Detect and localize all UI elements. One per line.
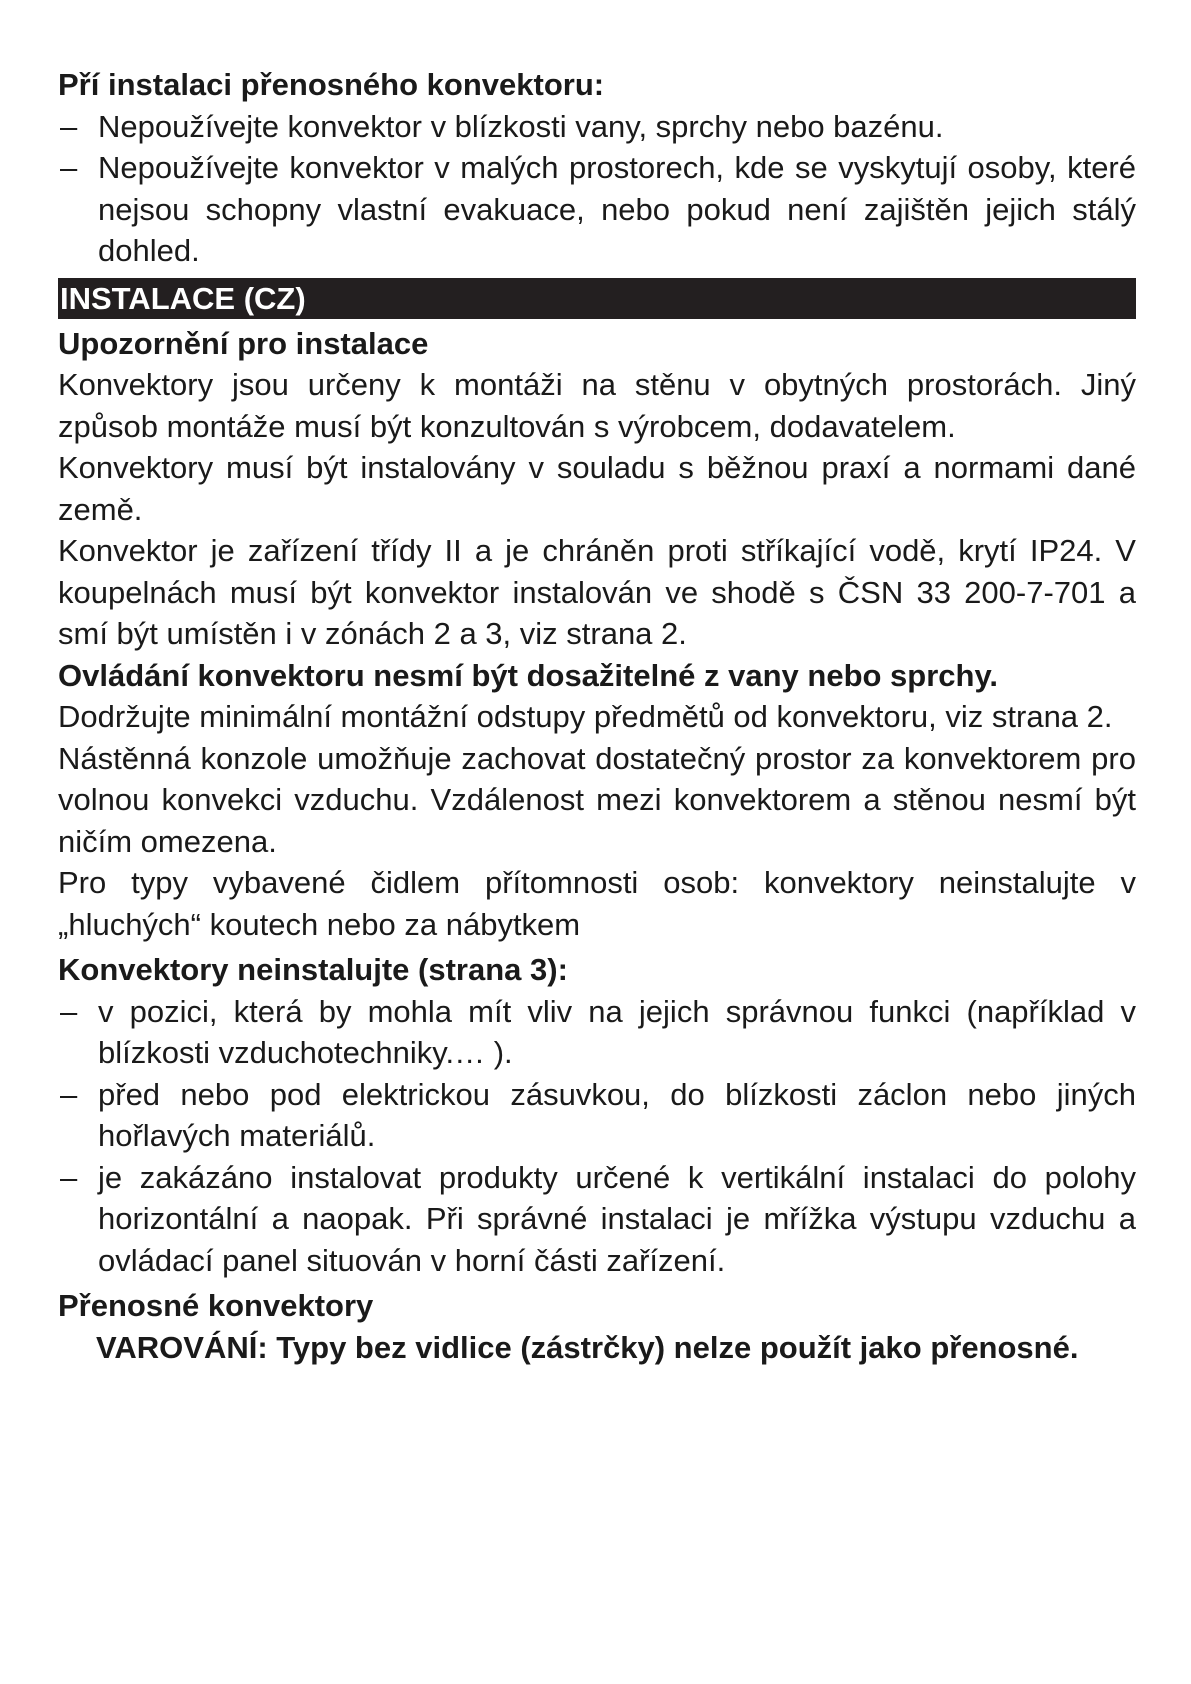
list-item-text: v pozici, která by mohla mít vliv na jejich správnou funkci (například v blízkosti vzduchotechniky.… ).	[98, 993, 1136, 1070]
paragraph: Konvektor je zařízení třídy II a je chráněn proti stříkající vodě, krytí IP24. V koupelnách musí být konvektor instalován ve shodě s ČSN 33 200-7-701 a smí být umístěn i v zónách 2 a 3, viz strana 2.	[58, 533, 1136, 651]
dash-bullet: –	[60, 1076, 78, 1112]
warnings-heading: Upozornění pro instalace	[58, 325, 429, 361]
dash-bullet: –	[60, 108, 78, 144]
paragraph: Dodržujte minimální montážní odstupy předmětů od konvektoru, viz strana 2.	[58, 699, 1113, 734]
dash-bullet: –	[60, 1159, 78, 1195]
list-item-text: Nepoužívejte konvektor v malých prostorech, kde se vyskytují osoby, které nejsou schopny vlastní evakuace, nebo pokud není zajištěn jejich stálý dohled.	[98, 150, 1136, 268]
donot-list	[58, 991, 1136, 1282]
section-title-bar	[58, 278, 1136, 319]
intro-list	[58, 106, 1136, 272]
paragraph: Konvektory musí být instalovány v souladu s běžnou praxí a normami dané země.	[58, 450, 1136, 527]
portable-heading: Přenosné konvektory	[58, 1288, 374, 1323]
dash-bullet: –	[60, 993, 78, 1029]
list-item	[58, 106, 1136, 148]
portable-warning: VAROVÁNÍ: Typy bez vidlice (zástrčky) nelze použít jako přenosné.	[96, 1329, 1079, 1365]
list-item	[58, 991, 1136, 1074]
bold-warning-paragraph: Ovládání konvektoru nesmí být dosažitelné z vany nebo sprchy.	[58, 657, 999, 693]
list-item-text: před nebo pod elektrickou zásuvkou, do blízkosti záclon nebo jiných hořlavých materiálů.	[98, 1076, 1136, 1153]
list-item	[58, 1157, 1136, 1282]
list-item-text: je zakázáno instalovat produkty určené k vertikální instalaci do polohy horizontální a naopak. Při správné instalaci je mřížka výstupu vzduchu a ovládací panel situován v horní části zařízení.	[98, 1159, 1136, 1278]
list-item	[58, 1074, 1136, 1157]
list-item	[58, 147, 1136, 272]
section-title: INSTALACE (CZ)	[60, 280, 306, 316]
paragraph: Pro typy vybavené čidlem přítomnosti osob: konvektory neinstalujte v „hluchých“ koutech nebo za nábytkem	[58, 865, 1136, 942]
paragraph: Konvektory jsou určeny k montáži na stěnu v obytných prostorách. Jiný způsob montáže musí být konzultován s výrobcem, dodavatelem.	[58, 367, 1136, 444]
donot-heading: Konvektory neinstalujte (strana 3):	[58, 952, 568, 987]
intro-heading: Pří instalaci přenosného konvektoru:	[58, 67, 605, 102]
document-page	[58, 64, 1136, 1368]
paragraph: Nástěnná konzole umožňuje zachovat dostatečný prostor za konvektorem pro volnou konvekci vzduchu. Vzdálenost mezi konvektorem a stěnou nesmí být ničím omezena.	[58, 740, 1136, 859]
dash-bullet: –	[60, 150, 78, 185]
list-item-text: Nepoužívejte konvektor v blízkosti vany, sprchy nebo bazénu.	[98, 108, 944, 144]
